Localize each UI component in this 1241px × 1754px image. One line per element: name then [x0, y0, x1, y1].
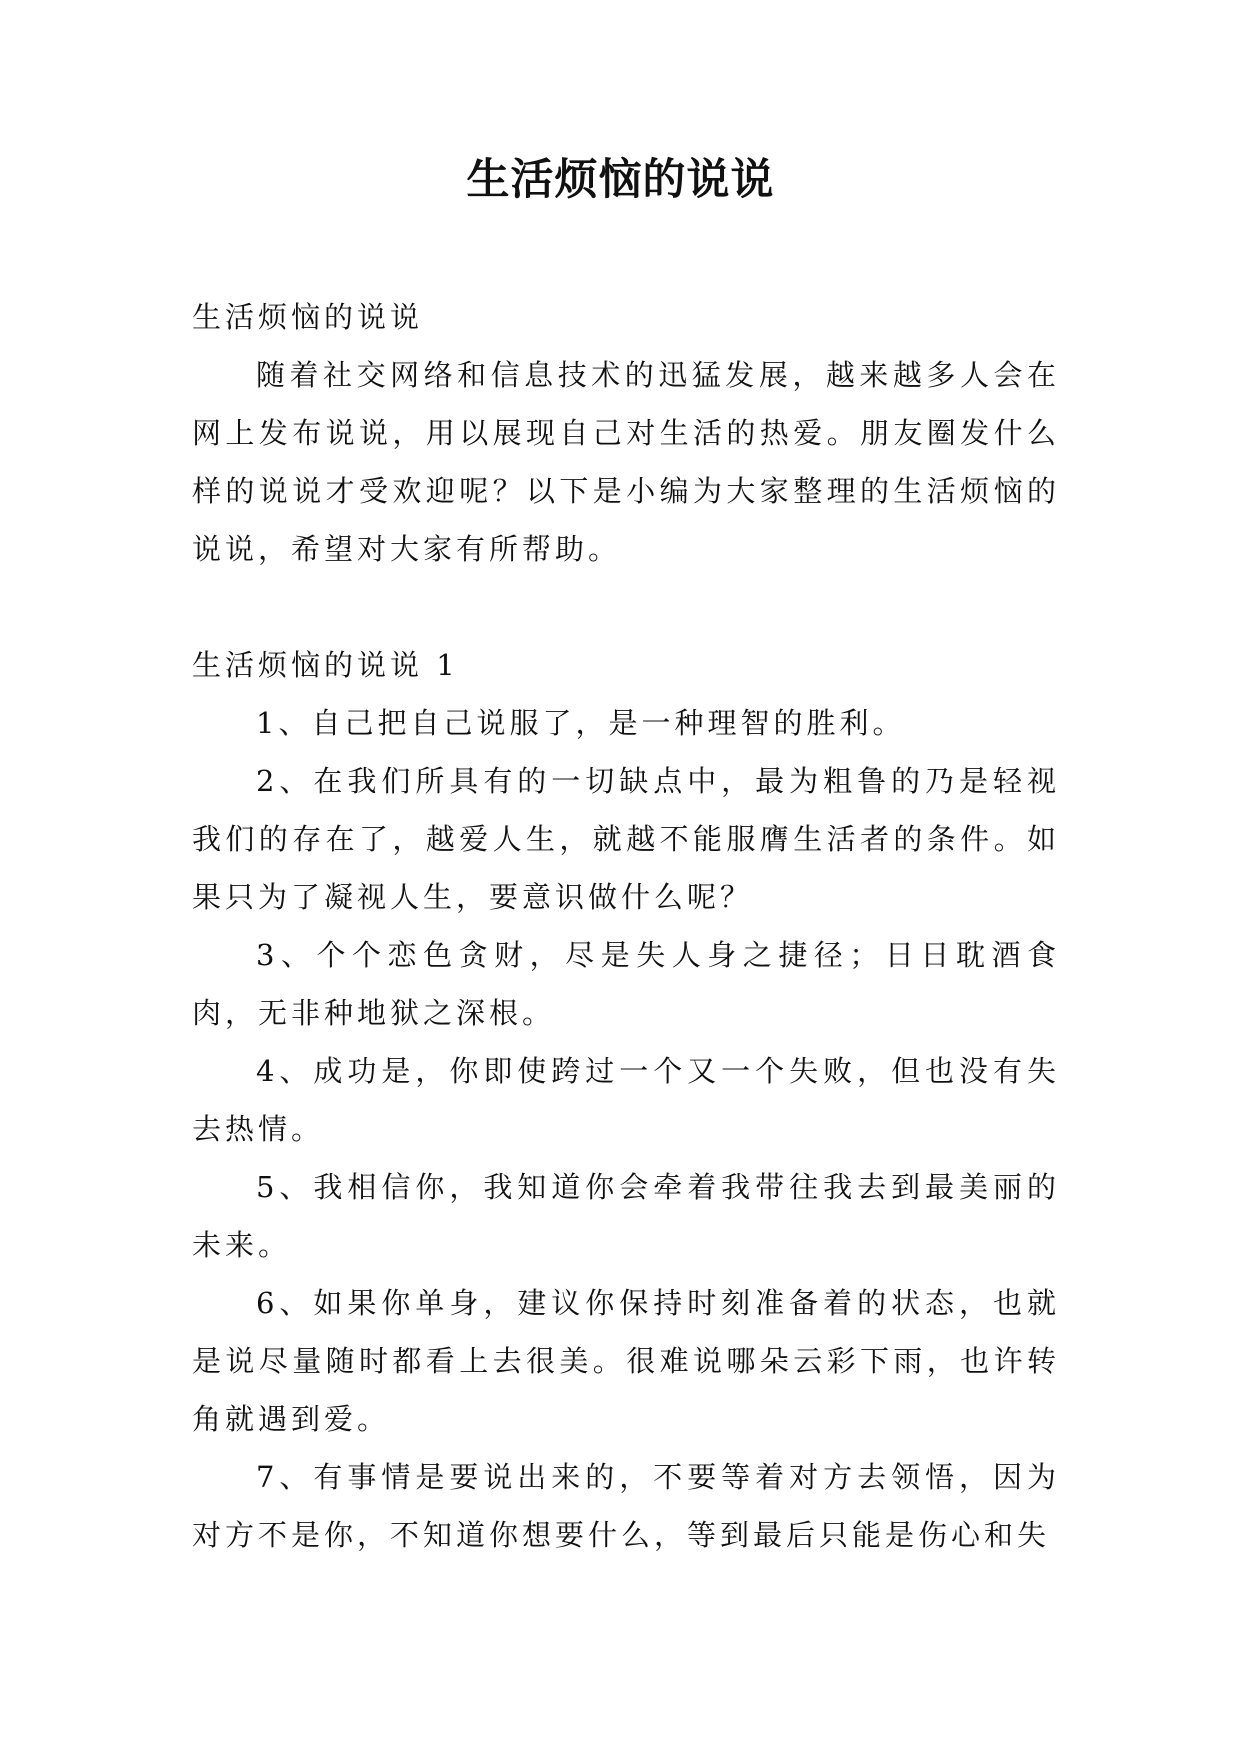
subtitle-line: 生活烦恼的说说 [192, 300, 424, 334]
document-body [192, 288, 1060, 1564]
list-item: 3、个个恋色贪财，尽是失人身之捷径；日日耽酒食肉，无非种地狱之深根。 [192, 938, 1060, 1030]
section-heading: 生活烦恼的说说 1 [192, 648, 459, 682]
list-item: 7、有事情是要说出来的，不要等着对方去领悟，因为对方不是你，不知道你想要什么，等到最后只能是伤心和失 [192, 1460, 1060, 1552]
document-title: 生活烦恼的说说 [466, 155, 775, 205]
list-item: 1、自己把自己说服了，是一种理智的胜利。 [256, 706, 906, 740]
paragraph-gap [192, 578, 1060, 636]
list-item: 2、在我们所具有的一切缺点中，最为粗鲁的乃是轻视我们的存在了，越爱人生，就越不能服膺生活者的条件。如果只为了凝视人生，要意识做什么呢？ [192, 764, 1060, 914]
list-item: 5、我相信你，我知道你会牵着我带往我去到最美丽的未来。 [192, 1170, 1060, 1262]
intro-paragraph: 随着社交网络和信息技术的迅猛发展，越来越多人会在网上发布说说，用以展现自己对生活的热爱。朋友圈发什么样的说说才受欢迎呢？以下是小编为大家整理的生活烦恼的说说，希望对大家有所帮助。 [192, 358, 1060, 566]
list-item: 6、如果你单身，建议你保持时刻准备着的状态，也就是说尽量随时都看上去很美。很难说哪朵云彩下雨，也许转角就遇到爱。 [192, 1286, 1060, 1436]
list-item: 4、成功是，你即使跨过一个又一个失败，但也没有失去热情。 [192, 1054, 1060, 1146]
